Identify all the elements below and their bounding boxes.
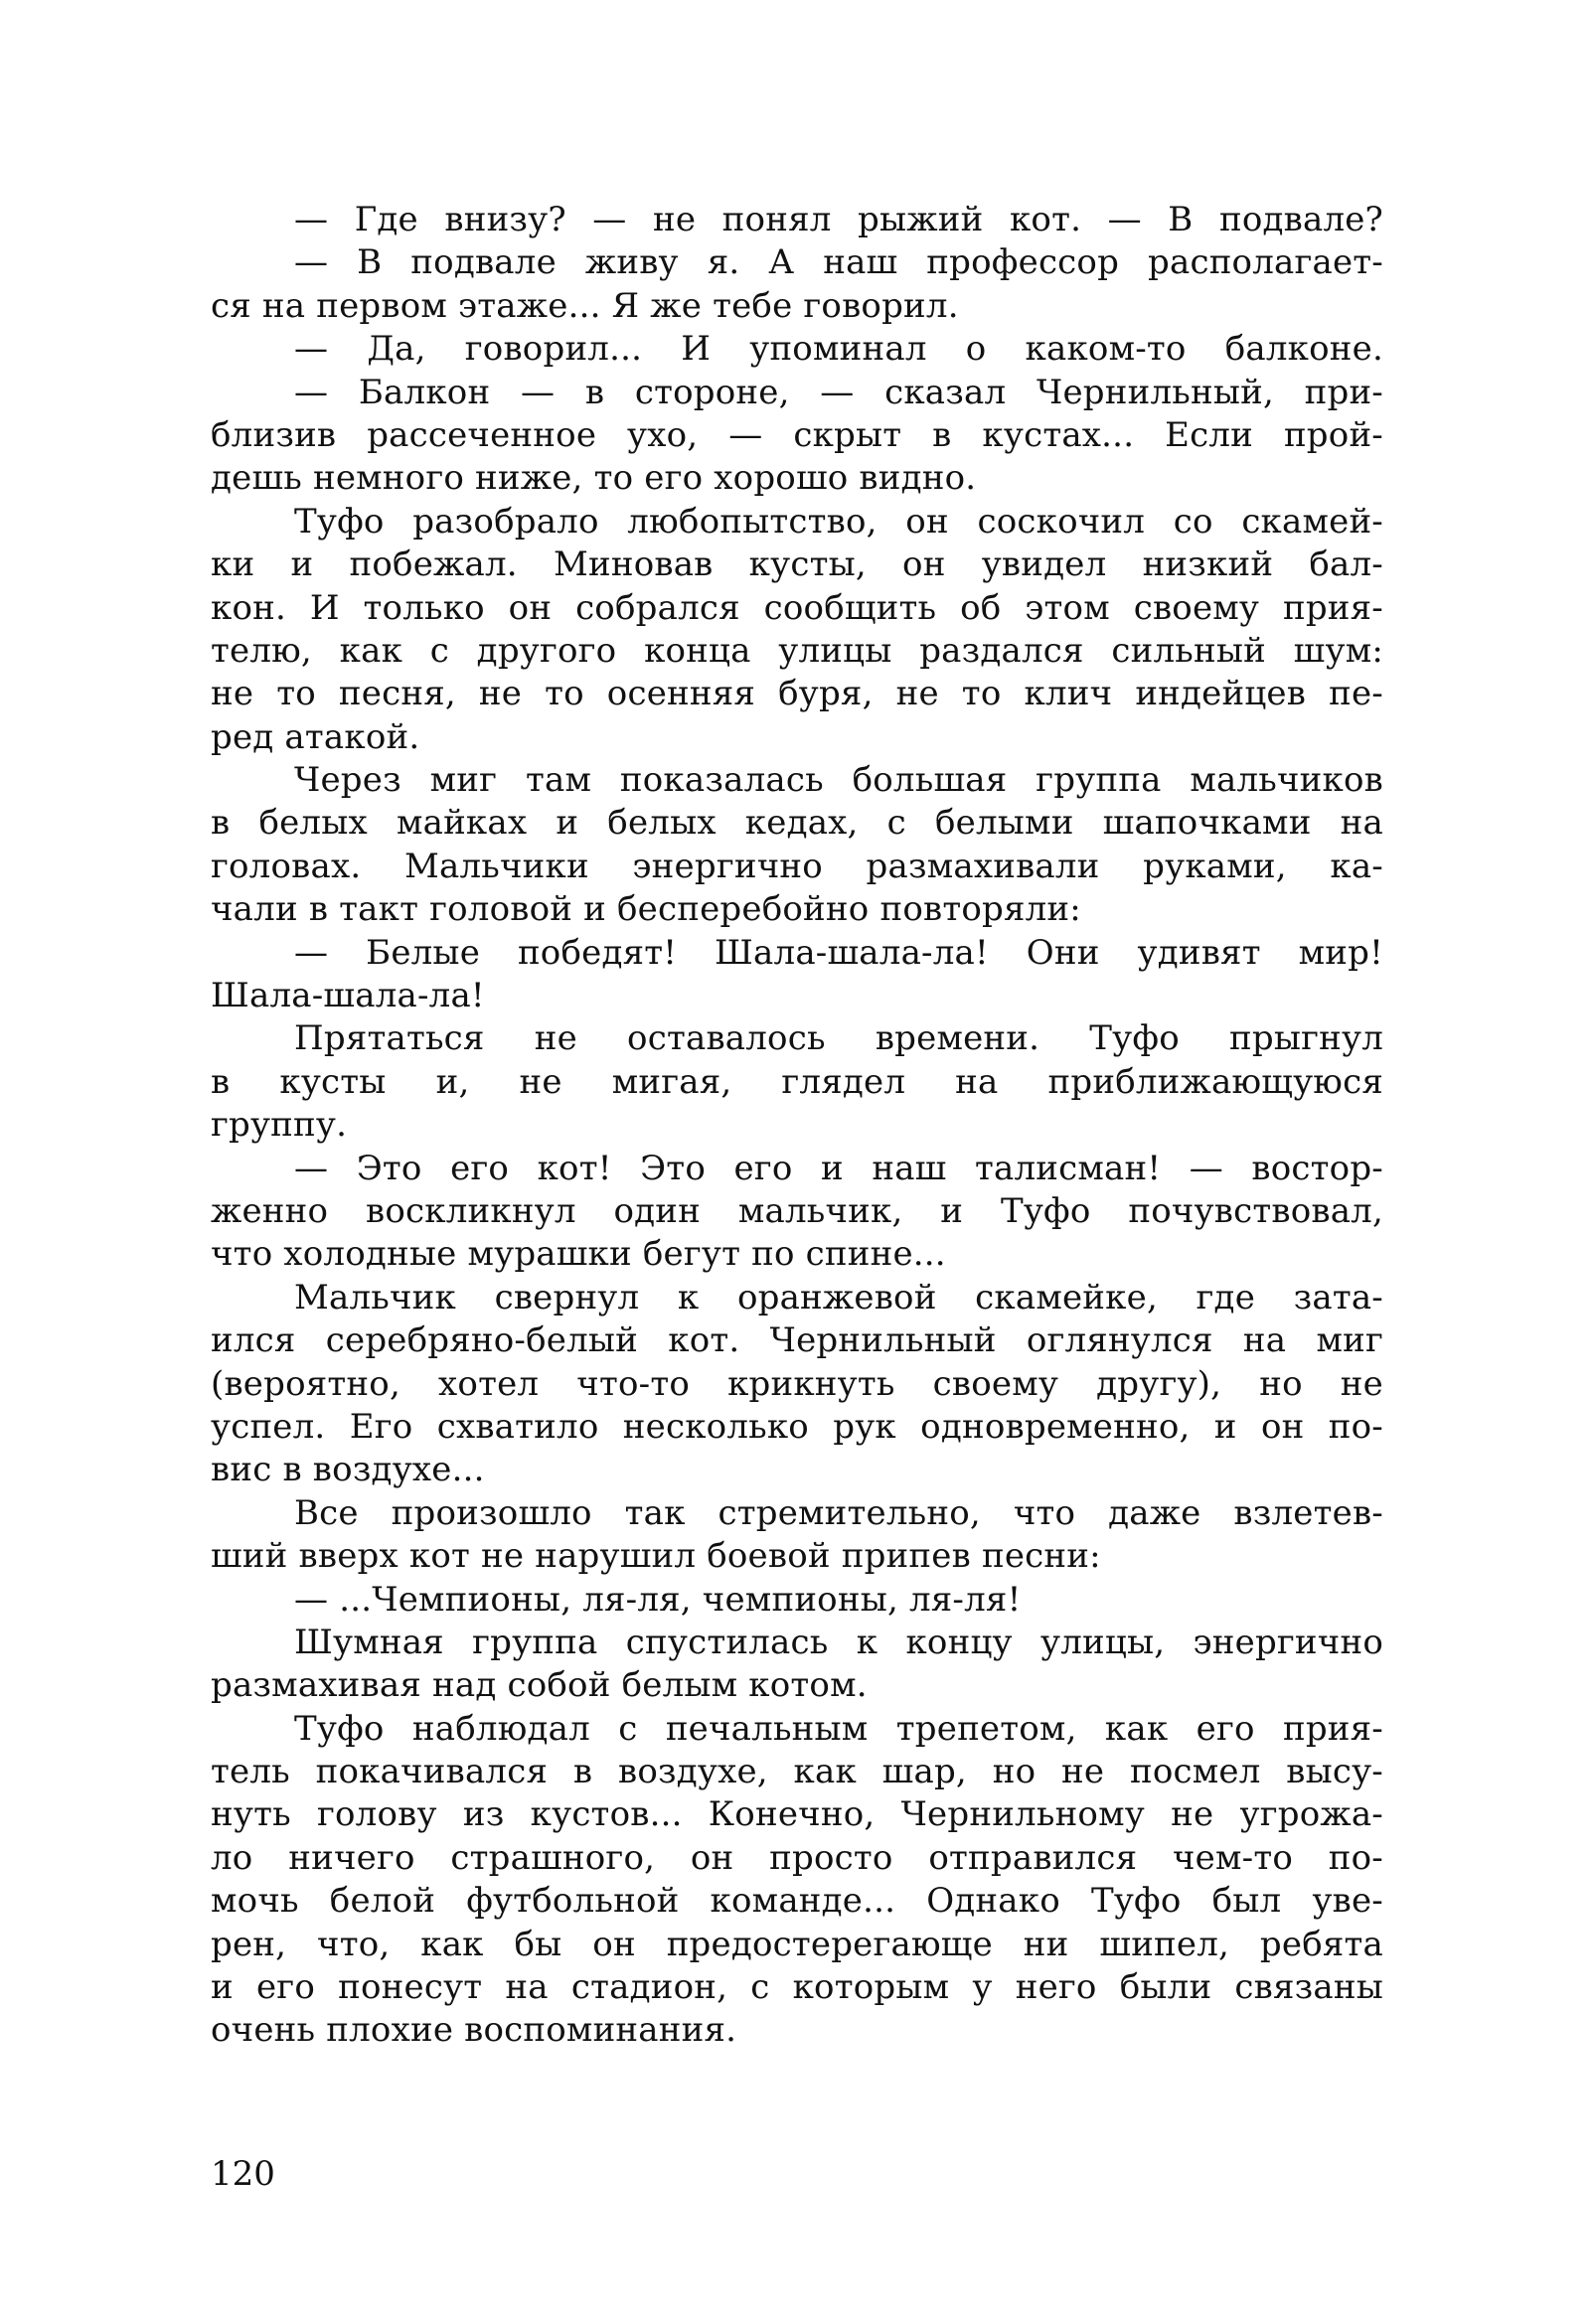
- text-line: Через миг там показалась большая группа мальчиков: [294, 760, 1383, 801]
- text-line: (вероятно, хотел что-то крикнуть своему другу), но не: [211, 1363, 1383, 1404]
- text-line: в белых майках и белых кедах, с белыми шапочками на: [211, 803, 1383, 844]
- text-line: что холодные мурашки бегут по спине...: [211, 1234, 946, 1275]
- text-line: в кусты и, не мигая, глядел на приближающуюся: [211, 1061, 1383, 1102]
- text-line: женно воскликнул один мальчик, и Туфо почувствовал,: [211, 1190, 1383, 1231]
- text-line: успел. Его схватило несколько рук одновременно, и он по-: [211, 1406, 1383, 1447]
- text-line: ился серебряно-белый кот. Чернильный оглянулся на миг: [211, 1320, 1383, 1361]
- text-line: ред атакой.: [211, 716, 420, 757]
- text-line: Шала-шала-ла!: [211, 976, 485, 1016]
- text-line: нуть голову из кустов... Конечно, Чернильному не угрожа-: [211, 1794, 1383, 1835]
- text-line: очень плохие воспоминания.: [211, 2010, 737, 2051]
- text-line: кон. И только он собрался сообщить об этом своему прия-: [211, 587, 1383, 628]
- text-line: головах. Мальчики энергично размахивали руками, ка-: [211, 846, 1383, 886]
- text-line: группу.: [211, 1105, 348, 1146]
- text-line: чали в такт головой и бесперебойно повторяли:: [211, 889, 1081, 930]
- text-line: ший вверх кот не нарушил боевой припев песни:: [211, 1536, 1101, 1577]
- text-line: — Белые победят! Шала-шала-ла! Они удивят мир!: [294, 932, 1383, 973]
- text-line: — Это его кот! Это его и наш талисман! — востор-: [294, 1148, 1383, 1188]
- text-line: Мальчик свернул к оранжевой скамейке, где зата-: [294, 1277, 1383, 1317]
- text-line: мочь белой футбольной команде... Однако Туфо был уве-: [211, 1881, 1383, 1922]
- text-line: Прятаться не оставалось времени. Туфо прыгнул: [294, 1018, 1383, 1059]
- text-line: размахивая над собой белым котом.: [211, 1665, 868, 1706]
- text-line: и его понесут на стадион, с которым у него были связаны: [211, 1967, 1383, 2008]
- text-line: не то песня, не то осенняя буря, не то клич индейцев пе-: [211, 674, 1383, 714]
- text-line: — Балкон — в стороне, — сказал Чернильный, при-: [294, 372, 1383, 412]
- text-line: рен, что, как бы он предостерегающе ни шипел, ребята: [211, 1924, 1383, 1964]
- text-line: тель покачивался в воздухе, как шар, но не посмел высу-: [211, 1752, 1383, 1792]
- page-body: [211, 199, 1383, 2053]
- text-line: дешь немного ниже, то его хорошо видно.: [211, 458, 977, 499]
- text-line: ки и побежал. Миновав кусты, он увидел низкий бал-: [211, 544, 1383, 585]
- text-line: близив рассеченное ухо, — скрыт в кустах... Если прой-: [211, 414, 1383, 455]
- text-line: ло ничего страшного, он просто отправился чем-то по-: [211, 1837, 1383, 1878]
- text-line: — Где внизу? — не понял рыжий кот. — В подвале?: [294, 200, 1383, 239]
- text-line: Все произошло так стремительно, что даже взлетев-: [294, 1492, 1383, 1533]
- text-line: — Да, говорил... И упоминал о каком-то балконе.: [294, 329, 1383, 370]
- text-line: Шумная группа спустилась к концу улицы, энергично: [294, 1622, 1383, 1662]
- text-line: — В подвале живу я. А наш профессор располагает-: [294, 242, 1383, 283]
- text-line: вис в воздухе...: [211, 1450, 485, 1490]
- text-line: Туфо наблюдал с печальным трепетом, как его прия-: [294, 1708, 1383, 1749]
- text-line: ся на первом этаже... Я же тебе говорил.: [211, 285, 959, 326]
- text-line: телю, как с другого конца улицы раздался сильный шум:: [211, 630, 1383, 671]
- text-line: Туфо разобрало любопытство, он соскочил со скамей-: [294, 501, 1383, 542]
- text-line: — ...Чемпионы, ля-ля, чемпионы, ля-ля!: [294, 1579, 1022, 1620]
- page-number: 120: [211, 2154, 275, 2194]
